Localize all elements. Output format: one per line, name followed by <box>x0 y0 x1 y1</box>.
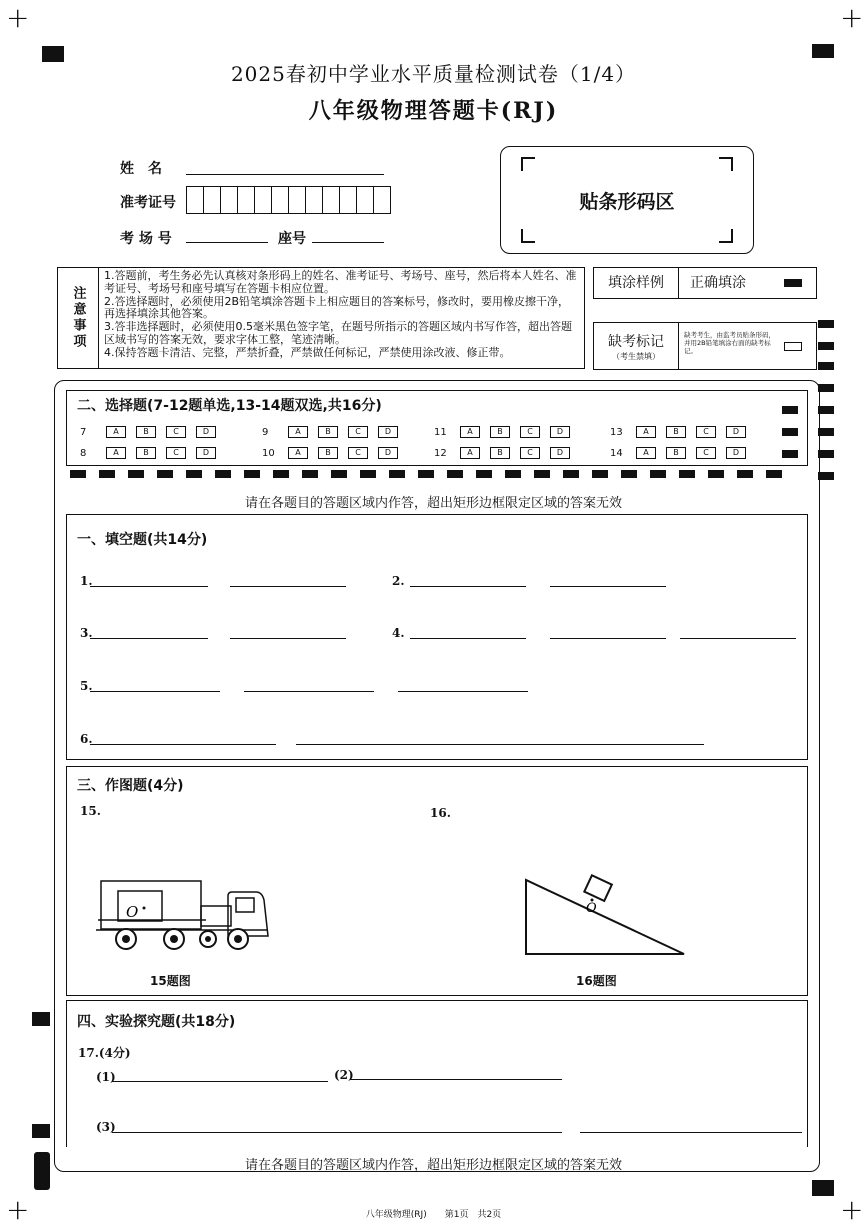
filled-mark-icon <box>784 279 802 287</box>
timing-dash <box>186 470 202 478</box>
choice-row <box>610 426 756 438</box>
timing-dash <box>563 470 579 478</box>
experiment-section <box>66 1000 808 1147</box>
absent-sub: （考生禁填） <box>612 352 660 361</box>
timing-dash <box>331 470 347 478</box>
option-a[interactable]: A <box>288 447 308 459</box>
option-b[interactable]: B <box>318 426 338 438</box>
option-c[interactable]: C <box>348 426 368 438</box>
answer-line[interactable] <box>90 638 208 639</box>
note-item: 1.答题前，考生务必先认真核对条形码上的姓名、准考证号、考场号、座号，然后将本人姓名、准考证号、考场号和座号填写在答题卡相应位置。 <box>104 269 577 295</box>
answer-line[interactable] <box>230 638 346 639</box>
option-b[interactable]: B <box>490 447 510 459</box>
answer-line[interactable] <box>112 1081 328 1082</box>
note-item: 2.答选择题时，必须使用2B铅笔填涂答题卡上相应题目的答案标号，修改时，要用橡皮擦干净，再选择填涂其他答案。 <box>104 294 570 321</box>
option-d[interactable]: D <box>550 447 570 459</box>
note-item: 3.答非选择题时，必须使用0.5毫米黑色签字笔，在题号所指示的答题区域内书写作答，超出答题区域书写的答案无效，要求字体工整，笔迹清晰。 <box>104 320 572 346</box>
timing-mark <box>818 472 834 480</box>
timing-dash <box>273 470 289 478</box>
answer-line[interactable] <box>410 638 526 639</box>
answer-line[interactable] <box>580 1132 802 1133</box>
registration-mark: + <box>6 1193 30 1226</box>
option-c[interactable]: C <box>166 426 186 438</box>
timing-mark <box>818 384 834 392</box>
point-o-label: O <box>586 901 597 916</box>
barcode-label: 贴条形码区 <box>579 191 675 213</box>
option-c[interactable]: C <box>696 447 716 459</box>
option-d[interactable]: D <box>378 447 398 459</box>
timing-dash <box>389 470 405 478</box>
timing-dash <box>505 470 521 478</box>
option-d[interactable]: D <box>196 447 216 459</box>
question-number: 10 <box>262 448 275 459</box>
part-3-label: (3) <box>96 1120 116 1134</box>
absent-box <box>593 322 817 370</box>
alignment-block <box>812 44 834 58</box>
card-title: 八年级物理答题卡(RJ) <box>308 98 559 124</box>
option-a[interactable]: A <box>106 447 126 459</box>
alignment-block <box>812 1180 834 1196</box>
figure-15-caption: 15题图 <box>150 974 191 988</box>
timing-mark <box>818 406 834 414</box>
timing-dash <box>679 470 695 478</box>
question-number: 12 <box>434 448 447 459</box>
option-c[interactable]: C <box>166 447 186 459</box>
answer-line[interactable] <box>90 744 276 745</box>
timing-dash <box>70 470 86 478</box>
timing-dash <box>621 470 637 478</box>
option-d[interactable]: D <box>726 426 746 438</box>
timing-mark <box>818 362 834 370</box>
experiment-title: 四、实验探究题(共18分) <box>77 1014 236 1030</box>
point-o-label: O <box>126 903 139 921</box>
alignment-block <box>32 1124 50 1138</box>
name-field[interactable] <box>186 174 384 175</box>
question-number: 9 <box>262 427 269 438</box>
choice-row <box>434 447 580 459</box>
answer-line[interactable] <box>90 586 208 587</box>
answer-notice: 请在各题目的答题区域内作答，超出矩形边框限定区域的答案无效 <box>244 496 622 511</box>
timing-mark <box>818 428 834 436</box>
option-a[interactable]: A <box>636 447 656 459</box>
choice-row <box>262 426 408 438</box>
blank-number: 1. <box>80 574 93 588</box>
note-item: 4.保持答题卡清洁、完整，严禁折叠，严禁做任何标记，严禁使用涂改液、修正带。 <box>104 345 511 359</box>
answer-line[interactable] <box>398 691 528 692</box>
question-number: 11 <box>434 427 447 438</box>
timing-dash <box>708 470 724 478</box>
answer-notice-bottom: 请在各题目的答题区域内作答，超出矩形边框限定区域的答案无效 <box>244 1158 622 1173</box>
timing-mark <box>818 342 834 350</box>
timing-mark <box>818 320 834 328</box>
option-c[interactable]: C <box>348 447 368 459</box>
option-c[interactable]: C <box>696 426 716 438</box>
option-d[interactable]: D <box>196 426 216 438</box>
option-c[interactable]: C <box>520 426 540 438</box>
timing-dash <box>215 470 231 478</box>
option-b[interactable]: B <box>318 447 338 459</box>
question-16-label: 16. <box>430 806 451 820</box>
answer-line[interactable] <box>550 638 666 639</box>
part-1-label: (1) <box>96 1070 116 1084</box>
choice-row <box>610 447 756 459</box>
timing-dash <box>650 470 666 478</box>
choice-row <box>80 447 226 459</box>
timing-dash <box>737 470 753 478</box>
fill-blank-title: 一、填空题(共14分) <box>77 532 208 548</box>
name-label: 姓 名 <box>120 161 162 177</box>
absent-desc: 缺考考生，由监考员贴条形码，并用2B铅笔填涂右面的缺考标记。 <box>684 331 775 355</box>
exam-room-field[interactable] <box>186 242 268 243</box>
timing-dash <box>476 470 492 478</box>
timing-dash <box>418 470 434 478</box>
blank-number: 2. <box>392 574 405 588</box>
page-footer: 八年级物理(RJ) 第1页 共2页 <box>365 1210 502 1220</box>
timing-dash <box>766 470 782 478</box>
fill-example-box <box>593 267 817 299</box>
notes-side-label: 注意事项 <box>58 268 99 368</box>
timing-dash <box>534 470 550 478</box>
exam-id-label: 准考证号 <box>120 195 176 211</box>
absent-label: 缺考标记 <box>608 334 664 350</box>
question-15-label: 15. <box>80 804 101 818</box>
answer-line[interactable] <box>112 1132 562 1133</box>
option-b[interactable]: B <box>490 426 510 438</box>
answer-line[interactable] <box>410 586 526 587</box>
option-b[interactable]: B <box>666 426 686 438</box>
timing-dash <box>244 470 260 478</box>
figure-16-caption: 16题图 <box>576 974 617 988</box>
option-c[interactable]: C <box>520 447 540 459</box>
barcode-area <box>500 146 754 254</box>
timing-dash <box>447 470 463 478</box>
alignment-block <box>32 1012 50 1026</box>
seat-label: 座号 <box>278 231 306 247</box>
option-a[interactable]: A <box>460 447 480 459</box>
timing-dash <box>128 470 144 478</box>
option-a[interactable]: A <box>636 426 656 438</box>
option-d[interactable]: D <box>550 426 570 438</box>
answer-line[interactable] <box>350 1079 562 1080</box>
notes-box <box>57 267 585 369</box>
option-d[interactable]: D <box>378 426 398 438</box>
option-b[interactable]: B <box>136 447 156 459</box>
drawing-title: 三、作图题(4分) <box>77 778 184 794</box>
answer-line[interactable] <box>244 691 374 692</box>
choice-title: 二、选择题(7-12题单选,13-14题双选,共16分) <box>77 398 382 414</box>
registration-mark: + <box>6 1 30 34</box>
exam-id-boxes[interactable] <box>186 186 391 214</box>
fill-example-value: 正确填涂 <box>690 275 746 291</box>
question-17-label: 17.(4分) <box>78 1046 131 1060</box>
exam-room-label: 考 场 号 <box>120 231 172 247</box>
answer-line[interactable] <box>680 638 796 639</box>
option-a[interactable]: A <box>288 426 308 438</box>
question-number: 13 <box>610 427 623 438</box>
fill-blank-section <box>66 514 808 760</box>
option-b[interactable]: B <box>666 447 686 459</box>
timing-dash <box>592 470 608 478</box>
question-number: 8 <box>80 448 87 459</box>
exam-title: 2025春初中学业水平质量检测试卷（1/4） <box>230 62 637 86</box>
registration-mark: + <box>840 1193 864 1226</box>
answer-line[interactable] <box>90 691 220 692</box>
timing-dash <box>360 470 376 478</box>
timing-dash <box>157 470 173 478</box>
timing-dash <box>302 470 318 478</box>
option-a[interactable]: A <box>460 426 480 438</box>
seat-field[interactable] <box>312 242 384 243</box>
blank-number: 6. <box>80 732 93 746</box>
timing-mark <box>818 450 834 458</box>
part-2-label: (2) <box>334 1068 354 1082</box>
question-number: 7 <box>80 427 87 438</box>
answer-line[interactable] <box>550 586 666 587</box>
option-d[interactable]: D <box>726 447 746 459</box>
blank-number: 5. <box>80 679 93 693</box>
choice-row <box>434 426 580 438</box>
option-b[interactable]: B <box>136 426 156 438</box>
fill-example-label: 填涂样例 <box>594 268 679 298</box>
blank-number: 4. <box>392 626 405 640</box>
timing-dash <box>99 470 115 478</box>
answer-line[interactable] <box>296 744 704 745</box>
choice-row <box>262 447 408 459</box>
incline-figure <box>520 874 690 960</box>
absent-checkbox[interactable] <box>784 342 802 351</box>
answer-line[interactable] <box>230 586 346 587</box>
truck-figure <box>96 876 272 956</box>
registration-mark: + <box>840 1 864 34</box>
question-number: 14 <box>610 448 623 459</box>
option-a[interactable]: A <box>106 426 126 438</box>
choice-row <box>80 426 226 438</box>
blank-number: 3. <box>80 626 93 640</box>
